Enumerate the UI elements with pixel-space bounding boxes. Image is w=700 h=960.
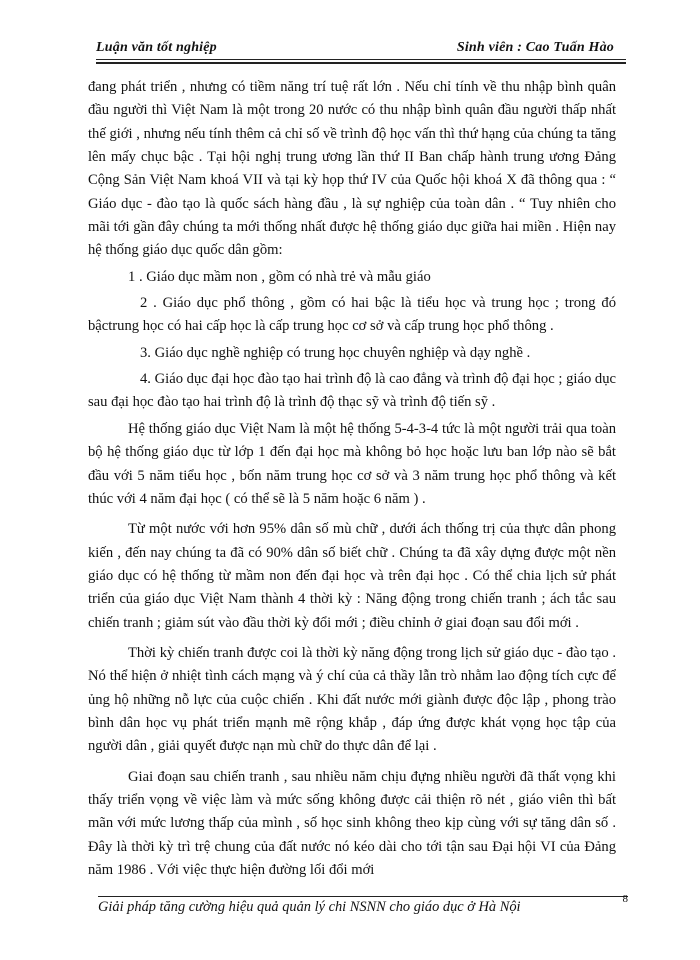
page-footer (98, 893, 628, 921)
page-header (92, 40, 618, 58)
list-item-4: 4. Giáo dục đại học đào tạo hai trình độ là cao đẳng và trình độ đại học ; giáo dục sau đại học đào tạo hai trình độ là trình độ thạc sỹ và trình độ tiến sỹ . (88, 371, 616, 411)
footer-thesis-title: Giải pháp tăng cường hiệu quả quản lý chi NSNN cho giáo dục ở Hà Nội (98, 899, 521, 915)
list-item-3: 3. Giáo dục nghề nghiệp có trung học chuyên nghiệp và dạy nghề . (140, 344, 531, 361)
paragraph-1: đang phát triển , nhưng có tiềm năng trí tuệ rất lớn . Nếu chỉ tính về thu nhập bình quân đầu người thì Việt Nam là một trong 20 nước có thu nhập bình quân đầu người thấp nhất thế giới , nhưng nếu tính thêm cả chỉ số về trình độ học vấn thì thứ hạng của chúng ta tăng lên mấy chục bậc . Tại hội nghị trung ương lần thứ II Ban chấp hành trung ương Đảng Cộng Sản Việt Nam khoá VII và tại kỳ họp thứ IV của Quốc hội khoá X đã thông qua : “ Giáo dục - đào tạo là quốc sách hàng đầu , là sự nghiệp của toàn dân . “ Tuy nhiên cho mãi tới gần đây chúng ta mới thống nhất được hệ thống giáo dục giữa hai miền . Hiện nay hệ thống giáo dục quốc dân gồm: (88, 79, 616, 259)
paragraph-3: Từ một nước với hơn 95% dân số mù chữ , dưới ách thống trị của thực dân phong kiến , đến nay chúng ta đã có 90% dân số biết chữ . Chúng ta đã xây dựng được một nền giáo dục có hệ thống từ mầm non đến đại học và trên đại học . Có thể chia lịch sử phát triển của giáo dục Việt Nam thành 4 thời kỳ : Năng động trong chiến tranh ; ách tắc sau chiến tranh ; giảm sút vào đầu thời kỳ đổi mới ; điều chỉnh ở giai đoạn sau đổi mới . (88, 521, 616, 631)
paragraph-5: Giai đoạn sau chiến tranh , sau nhiều năm chịu đựng nhiều người đã thất vọng khi thấy triển vọng về việc làm và mức sống không được cải thiện rõ nét , giáo viên thì bất mãn với mức lương thấp của mình , số học sinh không theo kịp cùng với sự tăng dân số . Đây là thời kỳ trì trệ chung của đất nước nó kéo dài cho tới tận sau Đại hội VI của Đảng năm 1986 . Với việc thực hiện đường lối đổi mới (88, 768, 616, 878)
paragraph-4: Thời kỳ chiến tranh được coi là thời kỳ năng động trong lịch sử giáo dục - đào tạo . Nó thể hiện ở nhiệt tình cách mạng và ý chí của cả thầy lẫn trò nhằm lao động tích cực để ủng hộ những nỗ lực của cuộc chiến . Khi đất nước mới giành được độc lập , phong trào bình dân học vụ phát triển mạnh mẽ rộng khắp , đáp ứng được khát vọng học tập của người dân , giải quyết được nạn mù chữ do thực dân để lại . (88, 644, 616, 755)
header-student-name: Sinh viên : Cao Tuấn Hào (456, 40, 614, 55)
page-body (88, 76, 616, 885)
paragraph-2: Hệ thống giáo dục Việt Nam là một hệ thống 5-4-3-4 tức là một người trải qua toàn bộ hệ thống giáo dục từ lớp 1 đến đại học mà không bỏ học hoặc lưu ban lớp nào sẽ bắt đầu với 5 năm tiểu học , bốn năm trung học cơ sở và 3 năm trung học phổ thông và kết thúc với 4 năm đại học ( có thể sẽ là 5 năm hoặc 6 năm ) . (88, 420, 616, 507)
header-rule-thick (96, 62, 626, 64)
list-item-2: 2 . Giáo dục phổ thông , gồm có hai bậc là tiểu học và trung học ; trong đó bậctrung học có hai cấp học là cấp trung học cơ sở và cấp trung học phổ thông . (88, 295, 616, 335)
header-rule-thin (96, 59, 626, 60)
page-number: 8 (622, 893, 628, 905)
footer-rule (98, 896, 628, 897)
header-thesis-label: Luận văn tốt nghiệp (96, 40, 217, 55)
list-item-1: 1 . Giáo dục mầm non , gồm có nhà trẻ và mẫu giáo (128, 268, 431, 285)
